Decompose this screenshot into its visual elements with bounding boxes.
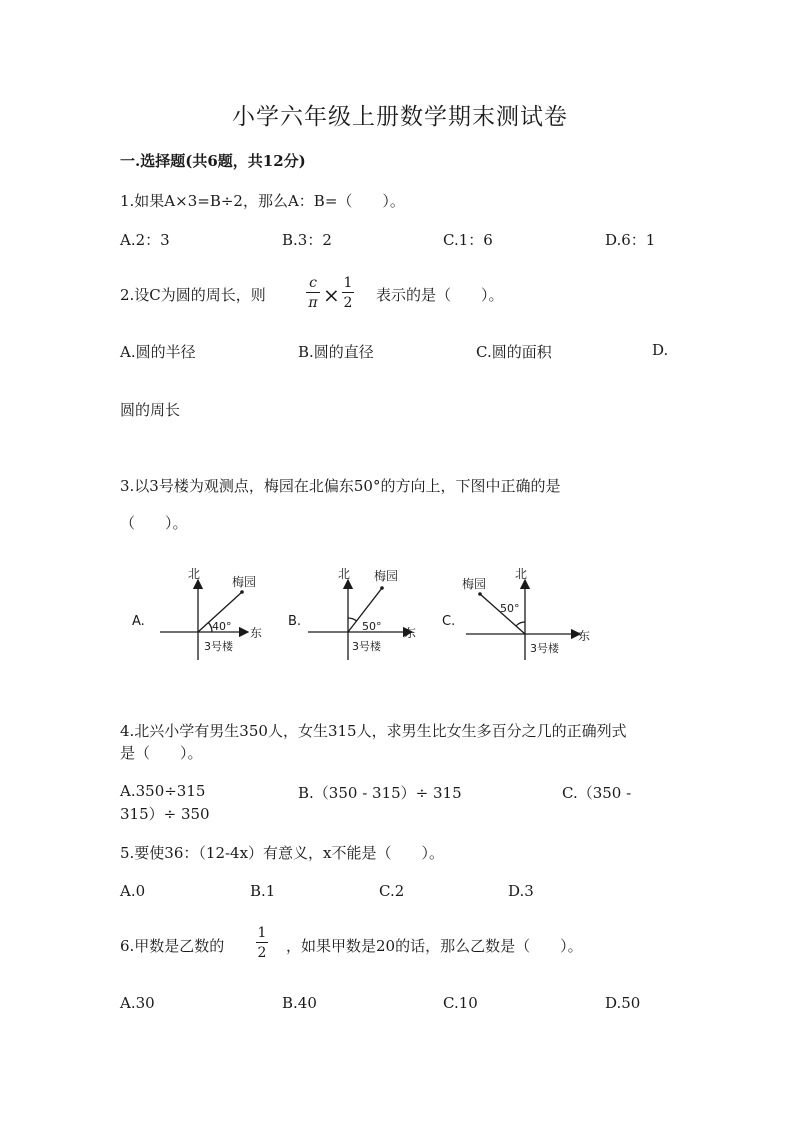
question-3-text-continued: （ ）。 bbox=[120, 514, 188, 532]
question-1-option-b: B.3：2 bbox=[282, 231, 332, 249]
question-6-text: 6.甲数是乙数的 bbox=[120, 937, 225, 955]
question-2-text: 2.设C为圆的周长，则 bbox=[120, 286, 266, 304]
diagram-a-target-dot bbox=[240, 590, 244, 594]
diagram-c-north-label: 北 bbox=[515, 567, 528, 581]
diagram-a-north-label: 北 bbox=[188, 567, 201, 581]
direction-diagrams bbox=[120, 560, 600, 670]
question-1-option-d: D.6：1 bbox=[605, 231, 656, 249]
fraction-one-half bbox=[342, 276, 354, 310]
question-2-option-b: B.圆的直径 bbox=[298, 343, 374, 361]
diagram-b-origin-label: 3号楼 bbox=[352, 640, 381, 653]
diagram-c-target-label: 梅园 bbox=[462, 577, 487, 591]
diagram-b-angle-arc bbox=[348, 618, 357, 621]
diagram-a-target-label: 梅园 bbox=[232, 575, 257, 589]
question-6-option-b: B.40 bbox=[282, 994, 317, 1012]
question-5-option-c: C.2 bbox=[379, 882, 405, 900]
diagram-b-angle-label: 50° bbox=[362, 620, 382, 633]
question-4-option-a: A.350÷315 bbox=[120, 782, 206, 800]
diagram-c-angle-arc bbox=[516, 622, 525, 626]
question-2-option-d-continued: 圆的周长 bbox=[120, 401, 181, 419]
question-5-option-d: D.3 bbox=[508, 882, 534, 900]
fraction-c-over-pi bbox=[306, 276, 320, 310]
diagram-b-east-label: 东 bbox=[404, 626, 417, 640]
fraction-numerator: c bbox=[309, 275, 317, 291]
question-4-option-c: C.（350 - bbox=[562, 784, 632, 802]
question-5-text: 5.要使36：（12-4x）有意义，x不能是（ ）。 bbox=[120, 844, 445, 862]
fraction-denominator: π bbox=[308, 295, 318, 311]
question-1-text: 1.如果A×3=B÷2，那么A：B=（ ）。 bbox=[120, 192, 405, 210]
diagram-b-north-label: 北 bbox=[338, 567, 351, 581]
diagram-a-origin-label: 3号楼 bbox=[204, 640, 233, 653]
diagram-a-east-label: 东 bbox=[250, 626, 263, 640]
question-1-option-c: C.1：6 bbox=[443, 231, 493, 249]
diagram-c-origin-label: 3号楼 bbox=[530, 642, 559, 655]
diagram-c bbox=[442, 567, 590, 660]
diagram-b bbox=[288, 567, 416, 660]
diagram-b-target-dot bbox=[380, 586, 384, 590]
fraction-numerator: 1 bbox=[257, 925, 267, 941]
diagram-a bbox=[132, 567, 262, 660]
diagram-c-angle-label: 50° bbox=[500, 602, 520, 615]
diagram-c-target-dot bbox=[478, 592, 482, 596]
section-heading: 一.选择题(共6题，共12分) bbox=[120, 152, 306, 170]
question-4-option-b: B.（350 - 315）÷ 315 bbox=[298, 784, 462, 802]
question-2-option-c: C.圆的面积 bbox=[476, 343, 552, 361]
question-4-text: 4.北兴小学有男生350人，女生315人，求男生比女生多百分之几的正确列式 bbox=[120, 722, 627, 740]
page-title: 小学六年级上册数学期末测试卷 bbox=[232, 104, 568, 130]
fraction-denominator: 2 bbox=[257, 945, 267, 961]
question-5-option-b: B.1 bbox=[250, 882, 276, 900]
question-2-option-d: D. bbox=[652, 341, 669, 359]
fraction-numerator: 1 bbox=[343, 275, 353, 291]
question-6-option-d: D.50 bbox=[605, 994, 641, 1012]
diagram-b-target-label: 梅园 bbox=[374, 569, 399, 583]
diagram-b-label: B. bbox=[288, 614, 302, 629]
question-1-option-a: A.2：3 bbox=[120, 231, 170, 249]
question-5-option-a: A.0 bbox=[120, 882, 146, 900]
question-6-text-post: ，如果甲数是20的话，那么乙数是（ ）。 bbox=[286, 937, 583, 955]
question-6-option-a: A.30 bbox=[120, 994, 155, 1012]
question-3-text: 3.以3号楼为观测点，梅园在北偏东50°的方向上，下图中正确的是 bbox=[120, 477, 561, 495]
diagram-c-label: C. bbox=[442, 614, 456, 629]
question-4-text-continued: 是（ ）。 bbox=[120, 744, 203, 762]
fraction-one-half bbox=[256, 926, 268, 960]
question-4-option-c-continued: 315）÷ 350 bbox=[120, 805, 210, 823]
diagram-a-angle-label: 40° bbox=[212, 620, 232, 633]
question-2-option-a: A.圆的半径 bbox=[120, 343, 196, 361]
diagram-a-label: A. bbox=[132, 614, 145, 629]
times-sign: × bbox=[323, 283, 340, 307]
question-2-text-post: 表示的是（ ）。 bbox=[376, 286, 504, 304]
question-6-option-c: C.10 bbox=[443, 994, 478, 1012]
diagram-c-east-label: 东 bbox=[578, 629, 591, 643]
fraction-denominator: 2 bbox=[343, 295, 353, 311]
